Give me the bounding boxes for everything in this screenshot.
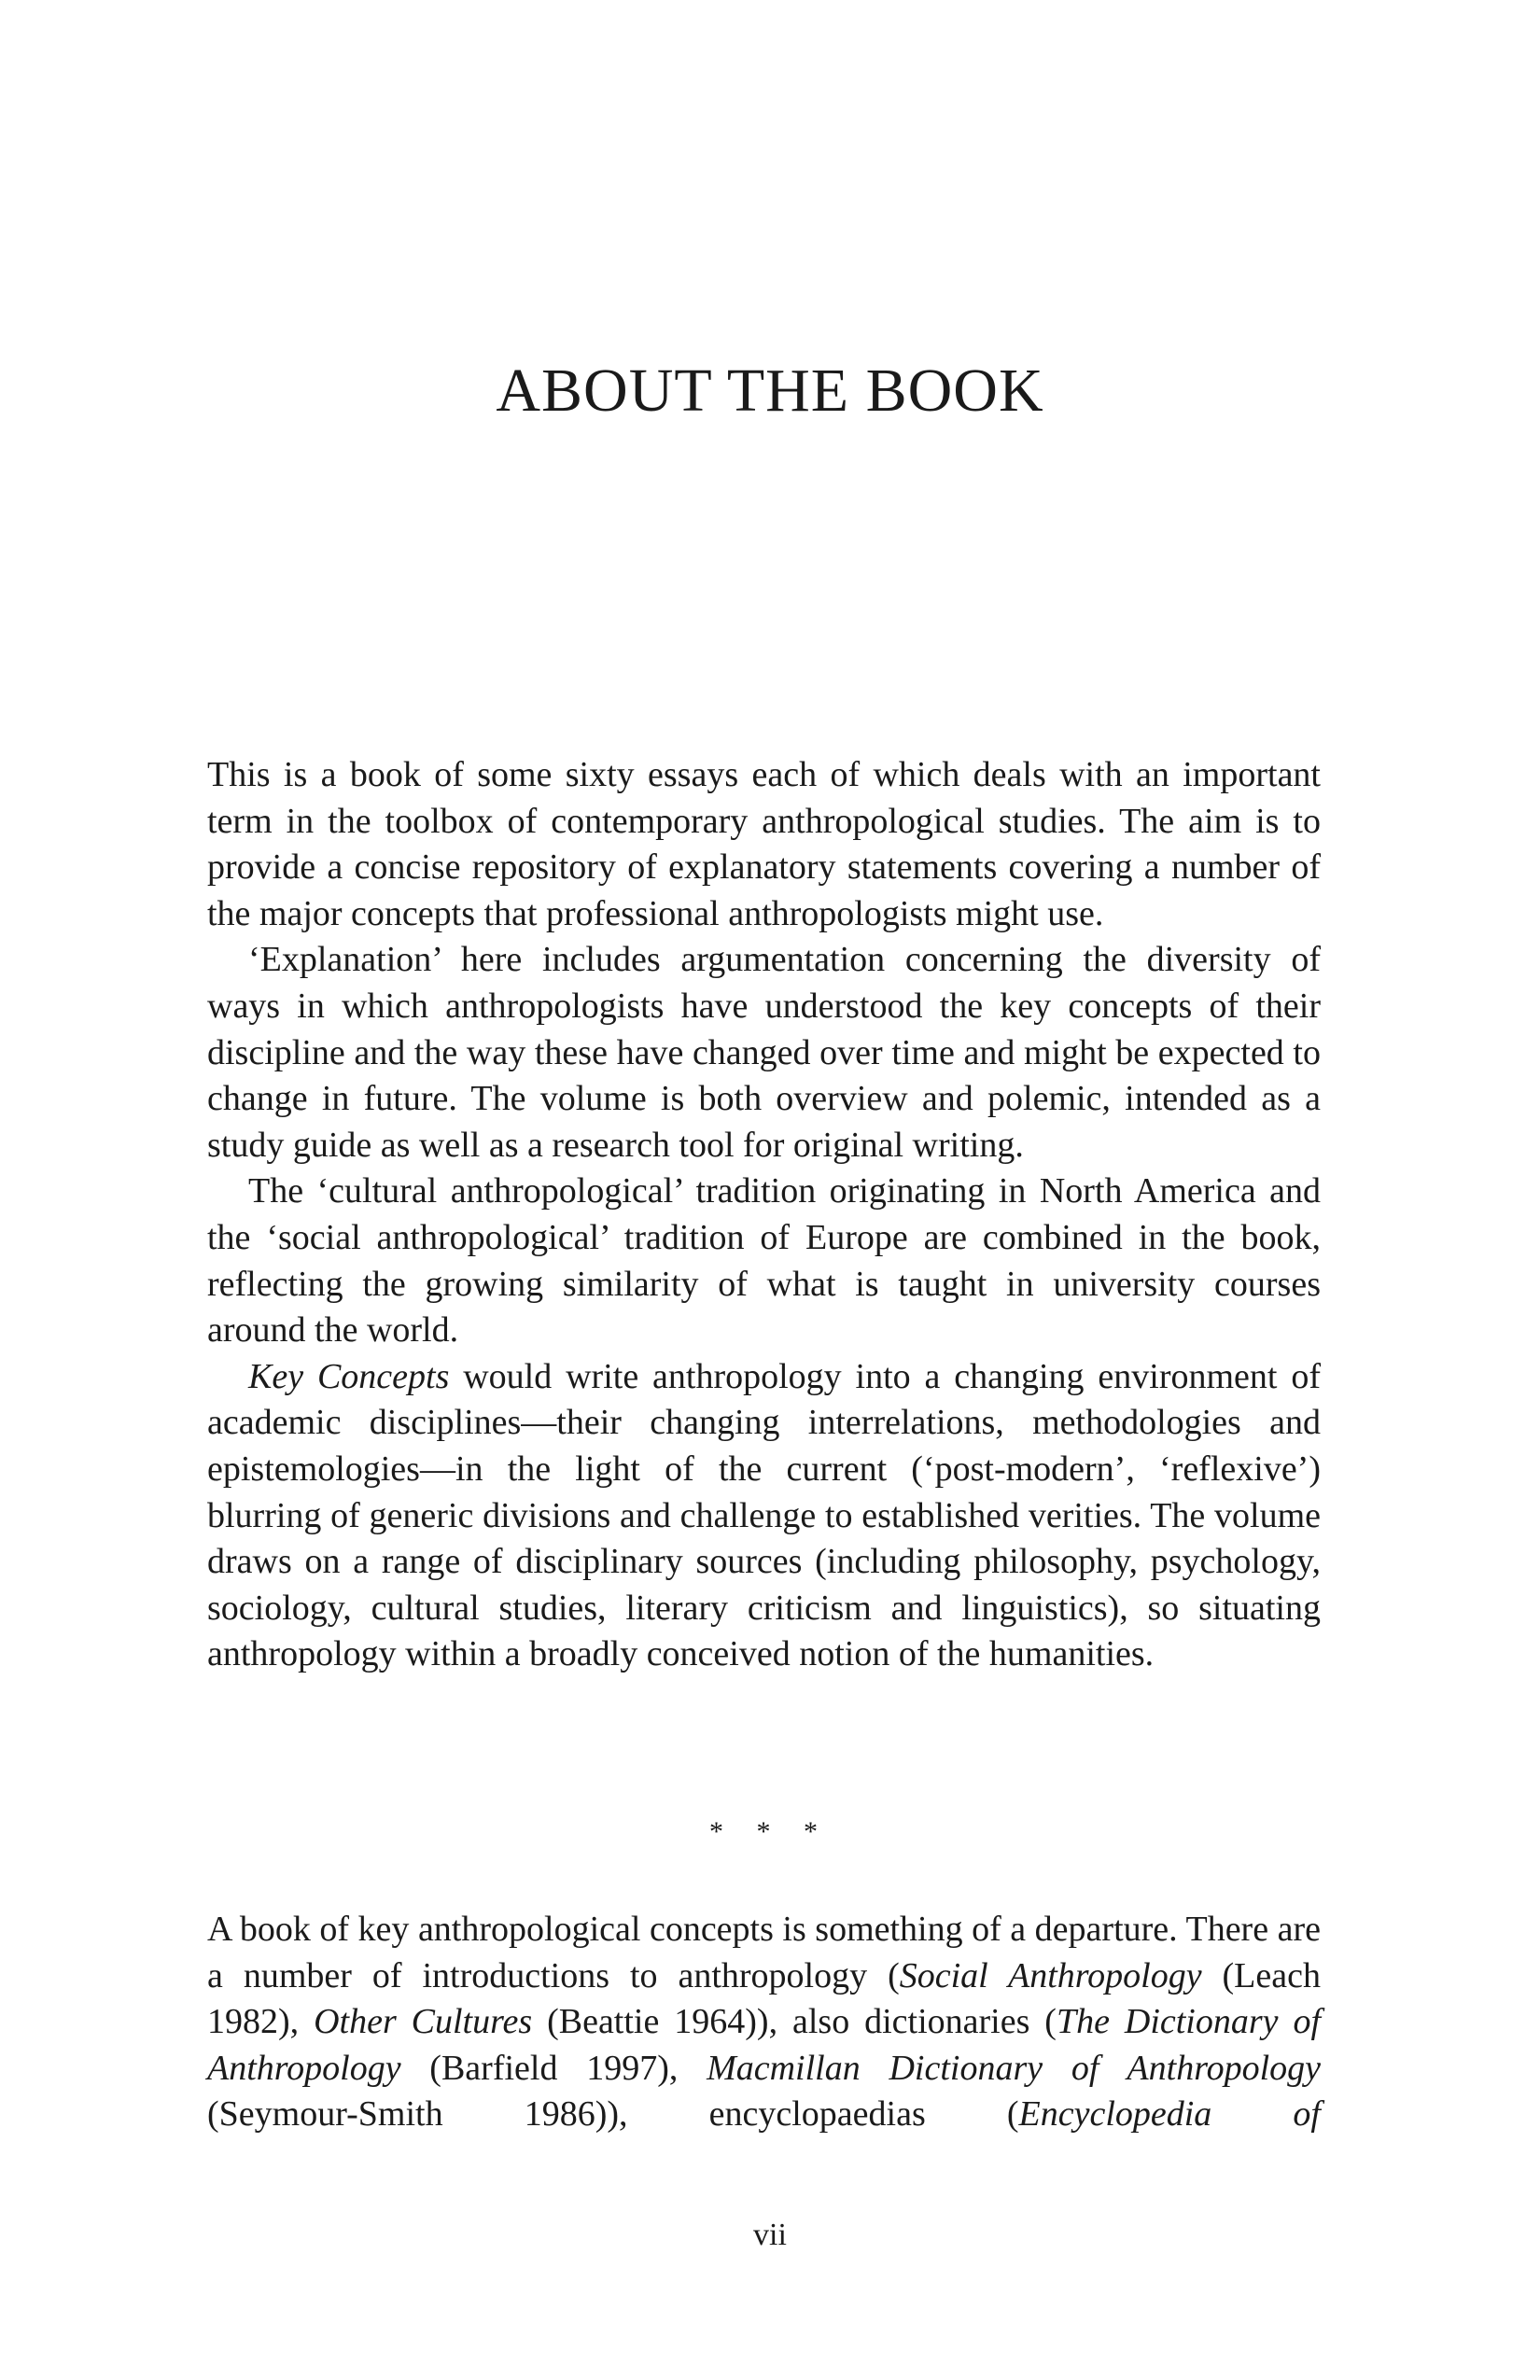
italic-book-title: Key Concepts xyxy=(248,1356,450,1396)
paragraph-key-concepts-text: would write anthropology into a changing environment of academic disciplines—their changing interrelations, methodologies and epistemologies—in the light of the current (‘post-modern’, ‘reflexive’) blurring of generic divisions and challenge to established verities. The volume draws on a range of disciplinary sources (including philosophy, psychology, sociology, cultural studies, literary criticism and linguistics), so situating anthropology within a broadly conceived notion of the humanities. xyxy=(207,1356,1321,1674)
paragraph-explanation: ‘Explanation’ here includes argumentation concerning the diversity of ways in which anthropologists have understood the key concepts of their discipline and the way these have changed over time and might be expected to change in future. The volume is both overview and polemic, intended as a study guide as well as a research tool for original writing. xyxy=(207,940,1321,1165)
italic-book-title: Social Anthropology xyxy=(899,1955,1202,1995)
text-segment: (Barfield 1997), xyxy=(400,2048,707,2088)
text-segment: A book of key anthropological concepts is something of a departure. There are a number of introductions to anthropology ( xyxy=(207,1910,1321,1995)
text-segment: (Beattie 1964)), also dictionaries ( xyxy=(532,2002,1057,2042)
text-segment: (Leach 1982), xyxy=(207,1955,1321,2042)
page-title: ABOUT THE BOOK xyxy=(496,357,1044,425)
italic-book-title: Other Cultures xyxy=(314,2002,533,2042)
italic-book-title: Encyclopedia of xyxy=(1018,2094,1321,2135)
paragraph-traditions: The ‘cultural anthropological’ tradition originating in North America and the ‘social anthropological’ tradition of Europe are combined in the book, reflecting the growing similarity of what is taught in university courses around the world. xyxy=(207,1171,1321,1351)
paragraph-key-concepts xyxy=(207,1354,1321,1678)
italic-book-title: The Dictionary of Anthropology xyxy=(207,2002,1321,2088)
section-separator: * * * xyxy=(709,1816,831,1847)
text-segment: (Seymour-Smith 1986)), encyclopaedias ( xyxy=(207,2094,1019,2135)
paragraph-departure xyxy=(207,1907,1321,2138)
page-number: vii xyxy=(753,2218,787,2252)
body-section-departure xyxy=(207,1907,1321,2138)
paragraph-intro: This is a book of some sixty essays each of which deals with an important term in the toolbox of contemporary anthropological studies. The aim is to provide a concise repository of explanatory statements covering a number of the major concepts that professional anthropologists might use. xyxy=(207,755,1321,933)
italic-book-title: Macmillan Dictionary of Anthropology xyxy=(707,2048,1322,2088)
body-section-intro xyxy=(207,752,1321,1678)
